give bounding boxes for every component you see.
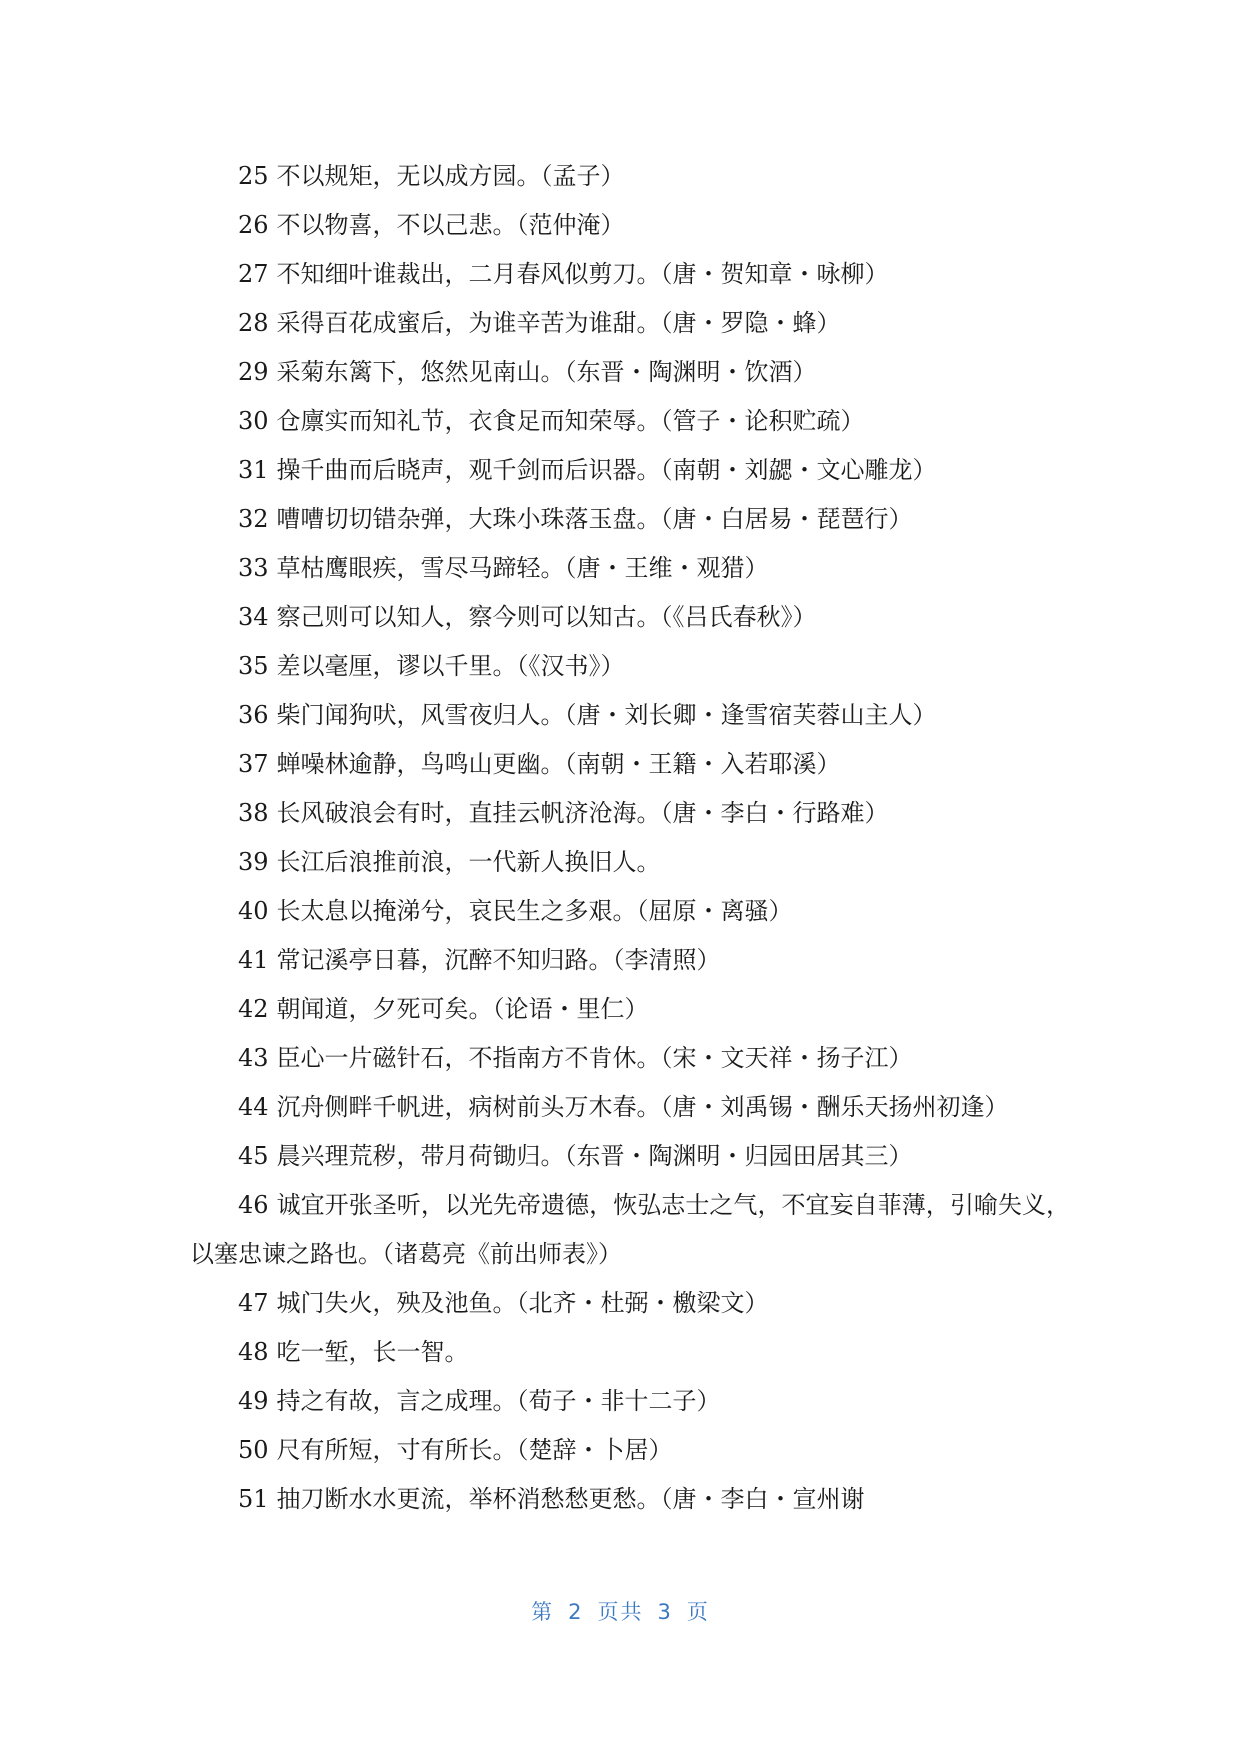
quote-entry — [190, 152, 1070, 201]
entry-number: 49 — [238, 1387, 269, 1415]
quote-entry — [190, 1181, 1070, 1279]
quote-entry — [190, 299, 1070, 348]
quote-entry — [190, 740, 1070, 789]
entry-text: 蝉噪林逾静，鸟鸣山更幽。（南朝・王籍・入若耶溪） — [276, 750, 841, 778]
quote-entry — [190, 642, 1070, 691]
entry-text: 不知细叶谁裁出，二月春风似剪刀。（唐・贺知章・咏柳） — [276, 260, 889, 288]
entry-number: 35 — [238, 652, 269, 680]
entry-text: 朝闻道，夕死可矣。（论语・里仁） — [276, 995, 649, 1023]
entry-number: 34 — [238, 603, 269, 631]
entry-text: 城门失火，殃及池鱼。（北齐・杜弼・檄梁文） — [276, 1289, 769, 1317]
entry-text: 察己则可以知人，察今则可以知古。（《吕氏春秋》） — [276, 603, 817, 631]
quote-entry — [190, 495, 1070, 544]
quote-entry — [190, 1279, 1070, 1328]
entry-number: 37 — [238, 750, 269, 778]
quote-entry — [190, 789, 1070, 838]
entry-number: 48 — [238, 1338, 269, 1366]
quote-entry — [190, 887, 1070, 936]
entry-text: 采得百花成蜜后，为谁辛苦为谁甜。（唐・罗隐・蜂） — [276, 309, 841, 337]
entry-number: 33 — [238, 554, 269, 582]
entry-text: 采菊东篱下，悠然见南山。（东晋・陶渊明・饮酒） — [276, 358, 817, 386]
entry-text: 长江后浪推前浪，一代新人换旧人。 — [276, 848, 661, 876]
quote-entry — [190, 1328, 1070, 1377]
entry-text: 长风破浪会有时，直挂云帆济沧海。（唐・李白・行路难） — [276, 799, 889, 827]
entry-number: 43 — [238, 1044, 269, 1072]
entry-text: 嘈嘈切切错杂弹，大珠小珠落玉盘。（唐・白居易・琵琶行） — [276, 505, 913, 533]
entry-number: 38 — [238, 799, 269, 827]
quote-list — [190, 152, 1070, 1524]
entry-number: 39 — [238, 848, 269, 876]
entry-text: 晨兴理荒秽，带月荷锄归。（东晋・陶渊明・归园田居其三） — [276, 1142, 913, 1170]
entry-text: 吃一堑，长一智。 — [276, 1338, 469, 1366]
quote-entry — [190, 250, 1070, 299]
entry-number: 36 — [238, 701, 269, 729]
entry-text: 抽刀断水水更流，举杯消愁愁更愁。（唐・李白・宣州谢 — [276, 1485, 865, 1513]
entry-number: 25 — [238, 162, 269, 190]
quote-entry — [190, 1083, 1070, 1132]
entry-text: 沉舟侧畔千帆进，病树前头万木春。（唐・刘禹锡・酬乐天扬州初逢） — [276, 1093, 1009, 1121]
total-page-number: 3 — [657, 1600, 673, 1624]
entry-text: 差以毫厘，谬以千里。（《汉书》） — [276, 652, 625, 680]
entry-number: 28 — [238, 309, 269, 337]
quote-entry — [190, 593, 1070, 642]
entry-number: 31 — [238, 456, 269, 484]
quote-entry — [190, 936, 1070, 985]
entry-text: 臣心一片磁针石，不指南方不肯休。（宋・文天祥・扬子江） — [276, 1044, 913, 1072]
entry-number: 44 — [238, 1093, 269, 1121]
entry-number: 51 — [238, 1485, 269, 1513]
entry-text: 尺有所短，寸有所长。（楚辞・卜居） — [276, 1436, 673, 1464]
entry-text: 诚宜开张圣听，以光先帝遗德，恢弘志士之气，不宜妄自菲薄，引喻失义，以塞忠谏之路也。（诸葛亮《前出师表》） — [190, 1191, 1070, 1268]
entry-text: 草枯鹰眼疾，雪尽马蹄轻。（唐・王维・观猎） — [276, 554, 769, 582]
entry-number: 26 — [238, 211, 269, 239]
entry-text: 柴门闻狗吠，风雪夜归人。（唐・刘长卿・逢雪宿芙蓉山主人） — [276, 701, 937, 729]
entry-text: 持之有故，言之成理。（荀子・非十二子） — [276, 1387, 721, 1415]
entry-text: 常记溪亭日暮，沉醉不知归路。（李清照） — [276, 946, 721, 974]
quote-entry — [190, 1377, 1070, 1426]
quote-entry — [190, 446, 1070, 495]
entry-number: 29 — [238, 358, 269, 386]
quote-entry — [190, 201, 1070, 250]
entry-number: 30 — [238, 407, 269, 435]
quote-entry — [190, 1475, 1070, 1524]
entry-number: 50 — [238, 1436, 269, 1464]
footer-suffix: 页 — [686, 1600, 710, 1624]
quote-entry — [190, 838, 1070, 887]
quote-entry — [190, 1426, 1070, 1475]
entry-number: 46 — [238, 1191, 269, 1219]
quote-entry — [190, 1034, 1070, 1083]
entry-number: 40 — [238, 897, 269, 925]
quote-entry — [190, 348, 1070, 397]
entry-number: 41 — [238, 946, 269, 974]
current-page-number: 2 — [568, 1600, 584, 1624]
entry-text: 操千曲而后晓声，观千剑而后识器。（南朝・刘勰・文心雕龙） — [276, 456, 937, 484]
quote-entry — [190, 985, 1070, 1034]
entry-number: 45 — [238, 1142, 269, 1170]
quote-entry — [190, 1132, 1070, 1181]
entry-text: 长太息以掩涕兮，哀民生之多艰。（屈原・离骚） — [276, 897, 793, 925]
quote-entry — [190, 397, 1070, 446]
quote-entry — [190, 691, 1070, 740]
footer-prefix: 第 — [531, 1600, 555, 1624]
entry-text: 不以物喜，不以己悲。（范仲淹） — [276, 211, 625, 239]
entry-number: 47 — [238, 1289, 269, 1317]
page-footer — [0, 1596, 1241, 1626]
entry-number: 27 — [238, 260, 269, 288]
entry-number: 32 — [238, 505, 269, 533]
entry-text: 仓廪实而知礼节，衣食足而知荣辱。（管子・论积贮疏） — [276, 407, 865, 435]
entry-number: 42 — [238, 995, 269, 1023]
quote-entry — [190, 544, 1070, 593]
entry-text: 不以规矩，无以成方园。（孟子） — [276, 162, 625, 190]
footer-middle: 页共 — [597, 1600, 644, 1624]
